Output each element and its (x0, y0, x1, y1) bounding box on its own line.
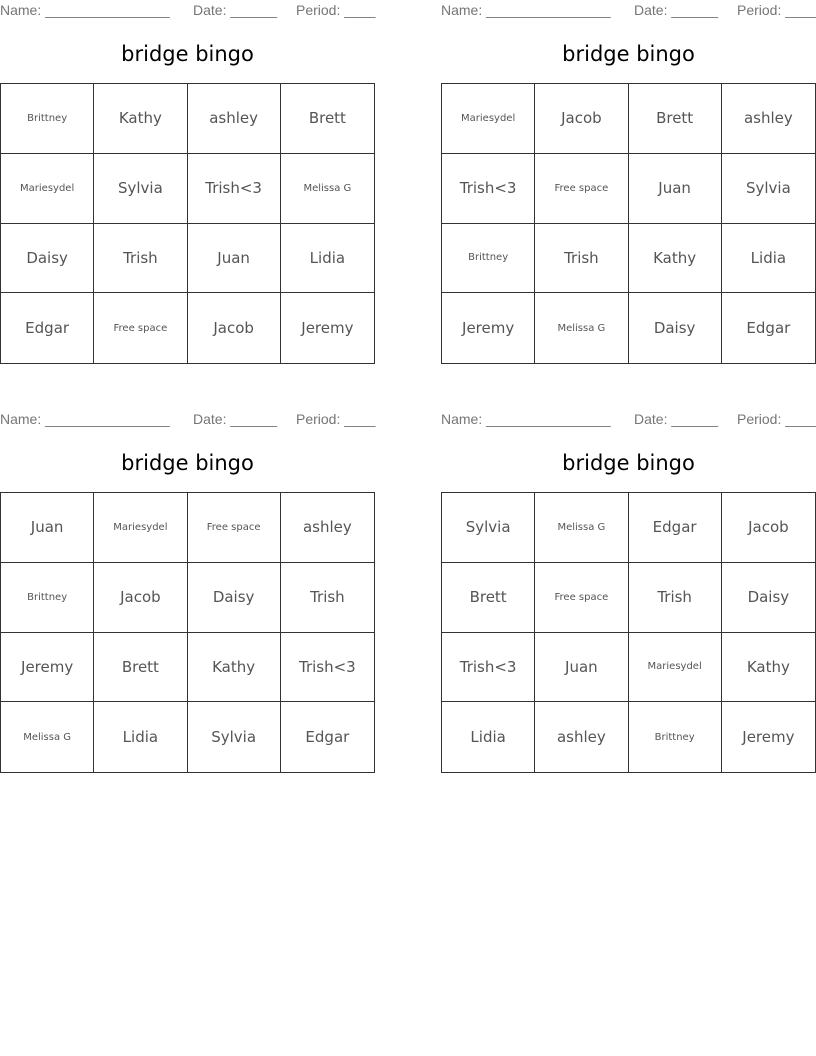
bingo-cell: Jeremy (442, 293, 535, 363)
bingo-cell: Trish<3 (188, 154, 281, 224)
bingo-cell: Sylvia (94, 154, 187, 224)
bingo-cell: Mariesydel (1, 154, 94, 224)
bingo-cell: Daisy (1, 224, 94, 294)
bingo-cell: Melissa G (535, 293, 628, 363)
bingo-cell: Melissa G (281, 154, 374, 224)
bingo-cell: Edgar (629, 493, 722, 563)
bingo-cell: Sylvia (722, 154, 815, 224)
bingo-grid (0, 492, 375, 773)
card-header (0, 2, 375, 20)
card-header (441, 411, 816, 429)
bingo-cell: Jacob (94, 563, 187, 633)
bingo-cell: Free space (535, 563, 628, 633)
name-field-label: Name: ________________ (441, 2, 611, 18)
card-title: bridge bingo (121, 451, 254, 475)
card-title: bridge bingo (562, 451, 695, 475)
bingo-cell: ashley (281, 493, 374, 563)
bingo-cell: Brett (629, 84, 722, 154)
bingo-cell: Juan (629, 154, 722, 224)
name-field-label: Name: ________________ (0, 411, 170, 427)
bingo-cell: Melissa G (1, 702, 94, 772)
bingo-cell: Free space (94, 293, 187, 363)
period-field-label: Period: ____ (296, 2, 376, 18)
bingo-cell: Trish<3 (281, 633, 374, 703)
period-field-label: Period: ____ (737, 2, 816, 18)
card-title: bridge bingo (562, 42, 695, 66)
bingo-cell: Sylvia (188, 702, 281, 772)
bingo-cell: Free space (535, 154, 628, 224)
period-field-label: Period: ____ (737, 411, 816, 427)
bingo-card-2 (441, 0, 816, 370)
bingo-cell: Jacob (722, 493, 815, 563)
name-field-label: Name: ________________ (0, 2, 170, 18)
bingo-cell: Lidia (94, 702, 187, 772)
bingo-cell: ashley (188, 84, 281, 154)
bingo-cell: Kathy (722, 633, 815, 703)
bingo-cell: Kathy (94, 84, 187, 154)
bingo-cell: Daisy (629, 293, 722, 363)
bingo-cell: Brett (442, 563, 535, 633)
bingo-cell: ashley (722, 84, 815, 154)
date-field-label: Date: ______ (193, 2, 278, 18)
bingo-cell: Brett (94, 633, 187, 703)
bingo-cell: Melissa G (535, 493, 628, 563)
bingo-cell: Trish (94, 224, 187, 294)
bingo-card-4 (441, 409, 816, 779)
card-title: bridge bingo (121, 42, 254, 66)
bingo-cell: Trish (629, 563, 722, 633)
bingo-cell: Edgar (1, 293, 94, 363)
bingo-cell: Mariesydel (94, 493, 187, 563)
bingo-cell: Brittney (1, 563, 94, 633)
bingo-cell: Free space (188, 493, 281, 563)
date-field-label: Date: ______ (634, 411, 719, 427)
bingo-cell: Mariesydel (629, 633, 722, 703)
bingo-cell: Brett (281, 84, 374, 154)
bingo-grid (441, 492, 816, 773)
bingo-cell: Juan (1, 493, 94, 563)
bingo-cell: Brittney (442, 224, 535, 294)
name-field-label: Name: ________________ (441, 411, 611, 427)
period-field-label: Period: ____ (296, 411, 376, 427)
bingo-grid (441, 83, 816, 364)
bingo-cell: Brittney (1, 84, 94, 154)
bingo-cell: Trish (281, 563, 374, 633)
bingo-cell: Brittney (629, 702, 722, 772)
bingo-cell: Kathy (629, 224, 722, 294)
bingo-cell: Edgar (305, 728, 350, 747)
bingo-cell: Jacob (535, 84, 628, 154)
date-field-label: Date: ______ (634, 2, 719, 18)
bingo-cell: Jacob (188, 293, 281, 363)
bingo-cell: Sylvia (442, 493, 535, 563)
bingo-cell: Lidia (722, 224, 815, 294)
bingo-cell: Juan (188, 224, 281, 294)
bingo-cell: Mariesydel (442, 84, 535, 154)
bingo-cell: Trish (535, 224, 628, 294)
bingo-cell: Daisy (188, 563, 281, 633)
bingo-grid (0, 83, 375, 364)
card-header (441, 2, 816, 20)
bingo-cell: Jeremy (301, 319, 354, 338)
bingo-cell: Lidia (442, 702, 535, 772)
bingo-cell: Juan (535, 633, 628, 703)
bingo-cell: ashley (535, 702, 628, 772)
bingo-cell: Jeremy (742, 728, 795, 747)
bingo-card-3 (0, 409, 375, 779)
bingo-cell: Edgar (746, 319, 791, 338)
bingo-cell: Lidia (281, 224, 374, 294)
bingo-card-1 (0, 0, 375, 370)
card-header (0, 411, 375, 429)
bingo-cell: Daisy (722, 563, 815, 633)
bingo-cell: Jeremy (1, 633, 94, 703)
bingo-cell: Kathy (188, 633, 281, 703)
date-field-label: Date: ______ (193, 411, 278, 427)
bingo-cell: Trish<3 (442, 633, 535, 703)
bingo-cell: Trish<3 (442, 154, 535, 224)
